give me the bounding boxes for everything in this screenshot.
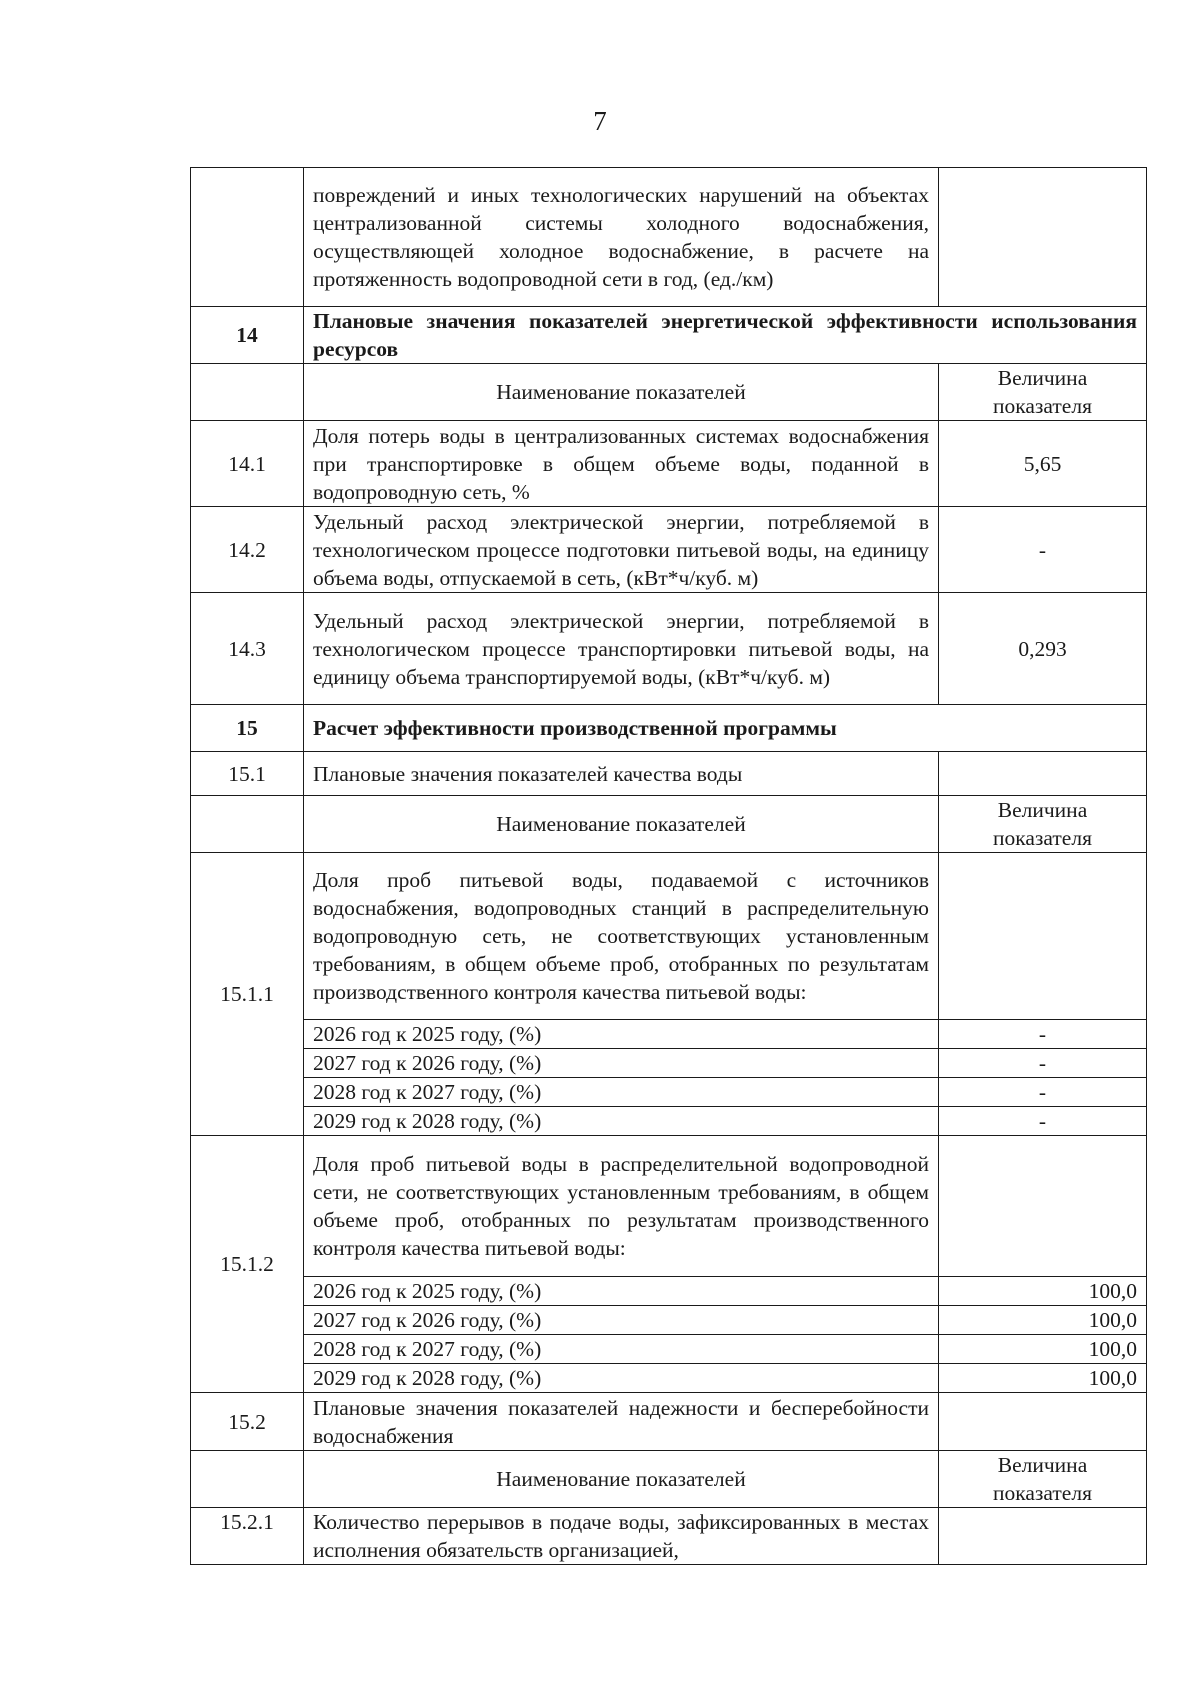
indicator-value: [939, 1508, 1147, 1565]
column-header-value: Величина показателя: [939, 364, 1147, 421]
year-row: [191, 1078, 1147, 1107]
year-label: 2026 год к 2025 году, (%): [304, 1277, 939, 1306]
year-value: -: [939, 1078, 1147, 1107]
table-row: [191, 168, 1147, 307]
row-number: 15.1: [191, 752, 304, 796]
row-number: 14.1: [191, 421, 304, 507]
row-number: [191, 168, 304, 307]
indicator-text: Доля проб питьевой воды, подаваемой с источников водоснабжения, водопроводных станций в распределительную водопроводную сеть, не соответствующих установленным требованиям, в общем объеме проб, отобранных по результатам производственного контроля качества питьевой воды:: [304, 853, 939, 1020]
year-value: -: [939, 1107, 1147, 1136]
indicator-value: [939, 1393, 1147, 1451]
table-row: [191, 593, 1147, 705]
indicator-text: Удельный расход электрической энергии, потребляемой в технологическом процессе подготовки питьевой воды, на единицу объема воды, отпускаемой в сеть, (кВт*ч/куб. м): [304, 507, 939, 593]
year-value: 100,0: [939, 1335, 1147, 1364]
year-value: -: [939, 1020, 1147, 1049]
year-row: [191, 1277, 1147, 1306]
year-value: 100,0: [939, 1277, 1147, 1306]
year-label: 2027 год к 2026 году, (%): [304, 1306, 939, 1335]
year-label: 2029 год к 2028 году, (%): [304, 1107, 939, 1136]
year-row: [191, 1335, 1147, 1364]
year-row: [191, 1049, 1147, 1078]
column-header-value: Величина показателя: [939, 1451, 1147, 1508]
section-number: 15: [191, 705, 304, 752]
indicator-value: [939, 752, 1147, 796]
row-number: 15.1.2: [191, 1136, 304, 1393]
year-row: [191, 1107, 1147, 1136]
row-number: 14.2: [191, 507, 304, 593]
table-row: [191, 752, 1147, 796]
year-label: 2026 год к 2025 году, (%): [304, 1020, 939, 1049]
year-label: 2028 год к 2027 году, (%): [304, 1335, 939, 1364]
year-row: [191, 1020, 1147, 1049]
indicator-text: Доля потерь воды в централизованных системах водоснабжения при транспортировке в общем объеме воды, поданной в водопроводную сеть, %: [304, 421, 939, 507]
table-row: [191, 853, 1147, 1020]
section-title: Расчет эффективности производственной программы: [304, 705, 1147, 752]
section-row: [191, 307, 1147, 364]
indicator-text: Удельный расход электрической энергии, потребляемой в технологическом процессе транспортировки питьевой воды, на единицу объема транспортируемой воды, (кВт*ч/куб. м): [304, 593, 939, 705]
table-row: [191, 1393, 1147, 1451]
header-row: [191, 364, 1147, 421]
year-value: 100,0: [939, 1306, 1147, 1335]
indicator-text: Доля проб питьевой воды в распределительной водопроводной сети, не соответствующих установленным требованиям, в общем объеме проб, отобранных по результатам производственного контроля качества питьевой воды:: [304, 1136, 939, 1277]
section-row: [191, 705, 1147, 752]
table-row: [191, 507, 1147, 593]
column-header-name: Наименование показателей: [304, 796, 939, 853]
indicators-table: [190, 167, 1147, 1565]
table-row: [191, 421, 1147, 507]
header-row: [191, 796, 1147, 853]
year-row: [191, 1364, 1147, 1393]
year-value: -: [939, 1049, 1147, 1078]
table-row: [191, 1136, 1147, 1277]
row-number: 15.2: [191, 1393, 304, 1451]
row-number: 14.3: [191, 593, 304, 705]
table-row: [191, 1508, 1147, 1565]
year-value: 100,0: [939, 1364, 1147, 1393]
page-number: 7: [593, 106, 607, 136]
year-row: [191, 1306, 1147, 1335]
indicator-text: Количество перерывов в подаче воды, зафиксированных в местах исполнения обязательств организацией,: [304, 1508, 939, 1565]
indicator-value: 5,65: [939, 421, 1147, 507]
indicator-value: [939, 168, 1147, 307]
indicator-value: -: [939, 507, 1147, 593]
year-label: 2029 год к 2028 году, (%): [304, 1364, 939, 1393]
section-title: Плановые значения показателей энергетической эффективности использования ресурсов: [304, 307, 1147, 364]
column-header-value: Величина показателя: [939, 796, 1147, 853]
column-header-name: Наименование показателей: [304, 1451, 939, 1508]
row-number: 15.1.1: [191, 853, 304, 1136]
indicator-text: Плановые значения показателей надежности и бесперебойности водоснабжения: [304, 1393, 939, 1451]
row-number: 15.2.1: [191, 1508, 304, 1565]
indicator-value: 0,293: [939, 593, 1147, 705]
year-label: 2028 год к 2027 году, (%): [304, 1078, 939, 1107]
header-row: [191, 1451, 1147, 1508]
year-label: 2027 год к 2026 году, (%): [304, 1049, 939, 1078]
section-number: 14: [191, 307, 304, 364]
indicator-text: повреждений и иных технологических нарушений на объектах централизованной системы холодного водоснабжения, осуществляющей холодное водоснабжение, в расчете на протяженность водопроводной сети в год, (ед./км): [304, 168, 939, 307]
column-header-name: Наименование показателей: [304, 364, 939, 421]
indicator-text: Плановые значения показателей качества воды: [304, 752, 939, 796]
